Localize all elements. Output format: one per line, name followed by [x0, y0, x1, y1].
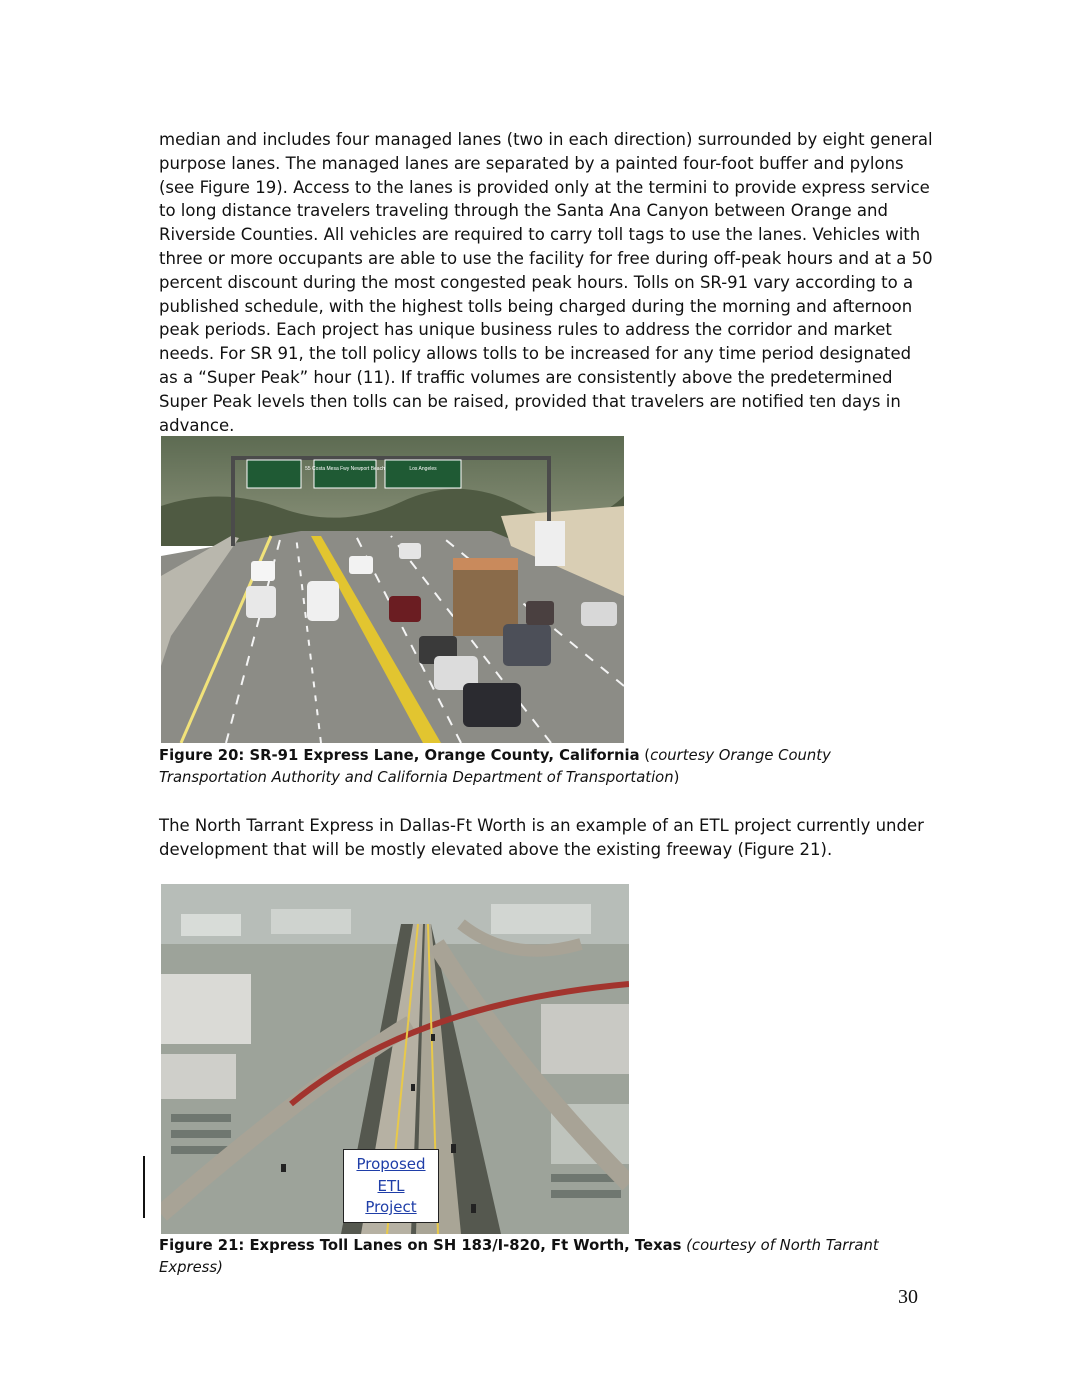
figure-20-photo [161, 436, 624, 743]
figure-21-caption [159, 1235, 939, 1279]
figure-20-caption: Figure 20: SR-91 Express Lane, Orange County, California (courtesy Orange County Transportation Authority and California Department of Transportation) [159, 747, 831, 786]
sign-text-1: 55 Costa Mesa Fwy Newport Beach [305, 466, 385, 472]
sr91-highway-illustration [161, 436, 624, 743]
callout-line-1[interactable]: Proposed [356, 1155, 426, 1173]
figure-20-caption-courtesy: courtesy Orange County Transportation Authority and California Department of Transportation [159, 747, 831, 786]
page-number: 30 [898, 1286, 918, 1308]
change-bar [143, 1156, 145, 1218]
figure-21-caption-title: Figure 21: Express Toll Lanes on SH 183/I-820, Ft Worth, Texas [159, 1237, 682, 1254]
figure-20-caption-title: Figure 20: SR-91 Express Lane, Orange County, California [159, 747, 640, 764]
callout-line-2[interactable]: ETL [377, 1176, 405, 1195]
proposed-etl-project-callout[interactable] [343, 1149, 439, 1223]
figure-21-caption-courtesy: (courtesy of North Tarrant Express) [159, 1237, 879, 1276]
body-paragraph-2: The North Tarrant Express in Dallas-Ft Worth is an example of an ETL project currently under development that will be mostly elevated above the existing freeway (Figure 21). [159, 816, 924, 859]
callout-line-3[interactable]: Project [365, 1198, 417, 1216]
sign-text-2: Los Angeles [409, 466, 437, 472]
body-paragraph-1: median and includes four managed lanes (two in each direction) surrounded by eight general purpose lanes. The managed lanes are separated by a painted four-foot buffer and pylons (see Figure 19). Access to the lanes is provided only at the termini to provide express service to long distance travelers traveling through the Santa Ana Canyon between Orange and Riverside Counties. All vehicles are required to carry toll tags to use the lanes. Vehicles with three or more occupants are able to use the facility for free during off-peak hours and at a 50 percent discount during the most congested peak hours. Tolls on SR-91 vary according to a published schedule, with the highest tolls being charged during the morning and afternoon peak periods. Each project has unique business rules to address the corridor and market needs. For SR 91, the toll policy allows tolls to be increased for any time period designated as a “Super Peak” hour (11). If traffic volumes are consistently above the predetermined Super Peak levels then tolls can be raised, provided that travelers are notified ten days in advance. [159, 130, 933, 435]
